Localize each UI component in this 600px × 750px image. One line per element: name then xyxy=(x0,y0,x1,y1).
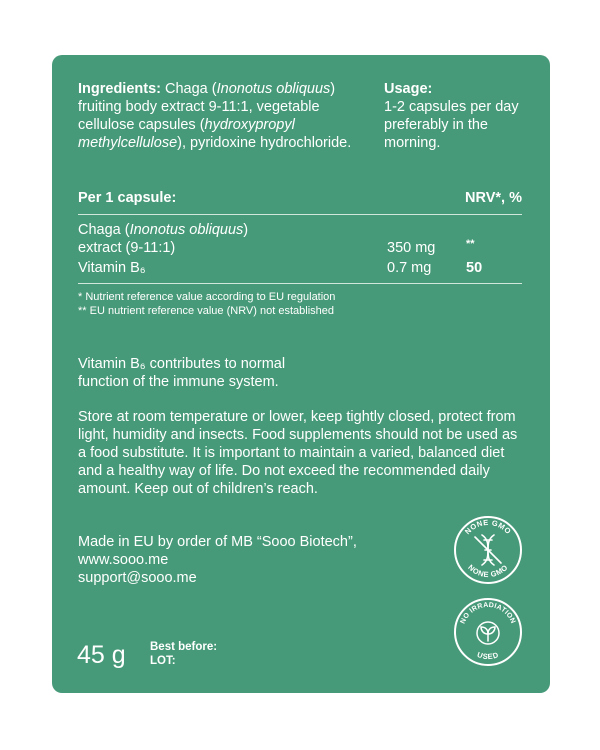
usage-label: Usage: xyxy=(384,81,433,97)
ingredients-label: Ingredients: xyxy=(78,81,161,97)
nutrition-row-chaga-amount: 350 mg xyxy=(387,240,436,256)
chaga-name-latin: Inonotus obliquus xyxy=(129,222,244,238)
ingredients-text-2: ) fruiting body extract 9-11:1, vegetable cellulose capsules ( xyxy=(78,81,336,133)
nutrition-header-left: Per 1 capsule: xyxy=(78,190,177,206)
manufacturer-website: www.sooo.me xyxy=(78,552,169,568)
chaga-name-pre: Chaga ( xyxy=(78,222,130,238)
irradiation-bottom-text: USED xyxy=(476,650,500,662)
svg-text:NONE GMO xyxy=(463,518,513,536)
ingredients-capsule-latin: hydroxypropyl methylcellulose xyxy=(78,117,295,151)
none-gmo-badge xyxy=(453,515,523,585)
nutrition-bottom-rule xyxy=(78,283,522,284)
nutrition-row-b6-nrv: 50 xyxy=(466,260,483,276)
dna-crossed-icon xyxy=(475,535,501,565)
usage-block xyxy=(384,80,534,152)
irradiation-top-text: NO IRRADIATION xyxy=(459,601,517,625)
nutrition-row-chaga-nrv: ** xyxy=(466,238,475,250)
footnote-2: ** EU nutrient reference value (NRV) not established xyxy=(78,305,334,317)
gmo-bottom-text: NONE GMO xyxy=(466,562,510,580)
manufacturer-email: support@sooo.me xyxy=(78,570,197,586)
manufacturer-line: Made in EU by order of MB “Sooo Biotech”, xyxy=(78,534,357,550)
no-irradiation-badge xyxy=(453,597,523,667)
health-claim: Vitamin B₆ contributes to normal function of the immune system. xyxy=(78,356,286,390)
nutrition-header-right: NRV*, % xyxy=(465,190,522,206)
leaf-icon xyxy=(477,622,499,644)
svg-text:NONE GMO xyxy=(466,563,509,579)
chaga-name-post: ) xyxy=(243,222,249,238)
gmo-top-text: NONE GMO xyxy=(462,517,514,537)
ingredients-block xyxy=(78,80,363,152)
usage-text: 1-2 capsules per day preferably in the morning. xyxy=(384,99,519,151)
ingredients-text-3: ), pyridoxine hydrochloride. xyxy=(177,135,352,151)
storage-warning: Store at room temperature or lower, keep tightly closed, protect from light, humidity and insects. Food supplements should not be used as a food substitute. It is important to maintain a varied, balanced diet and a healthy way of life. Do not exceed the recommended daily amount. Keep out of children’s reach. xyxy=(78,409,518,497)
svg-text:USED xyxy=(476,650,500,661)
nutrition-row-chaga-name xyxy=(78,221,378,257)
chaga-name-line2: extract (9-11:1) xyxy=(78,240,176,256)
nutrition-header-rule xyxy=(78,214,522,215)
ingredients-latin: Inonotus obliquus xyxy=(216,81,331,97)
footnote-1: * Nutrient reference value according to EU regulation xyxy=(78,291,336,303)
best-before-label: Best before: xyxy=(150,641,218,653)
manufacturer-block xyxy=(78,533,418,587)
nutrition-row-b6-amount: 0.7 mg xyxy=(387,260,432,276)
nutrition-row-b6-name: Vitamin B₆ xyxy=(78,260,146,276)
ingredients-text-1: Chaga ( xyxy=(160,81,217,97)
net-weight: 45 g xyxy=(77,641,126,669)
lot-label: LOT: xyxy=(150,655,176,667)
